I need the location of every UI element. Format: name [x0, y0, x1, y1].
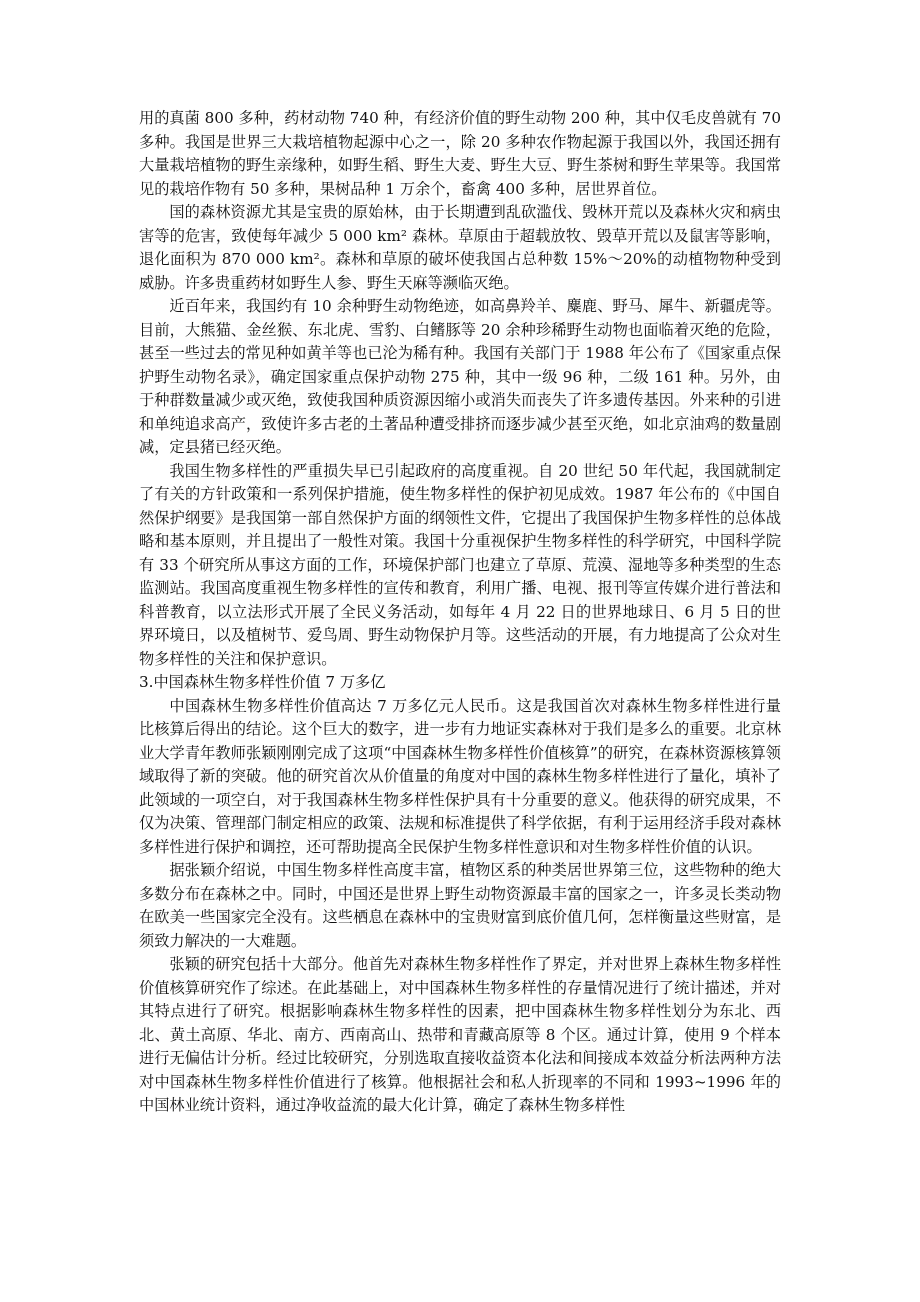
- paragraph-forest-grassland-loss: 国的森林资源尤其是宝贵的原始林，由于长期遭到乱砍滥伐、毁林开荒以及森林火灾和病虫害等的危害，致使每年减少 5 000 km² 森林。草原由于超载放牧、毁草开荒以及鼠害等影响，退化面积为 870 000 km²。森林和草原的破坏使我国占总种数 15%～20%的动植物物种受到威胁。许多贵重药材如野生人参、野生天麻等濒临灭绝。: [139, 203, 781, 292]
- paragraph-forest-value: 中国森林生物多样性价值高达 7 万多亿元人民币。这是我国首次对森林生物多样性进行量比核算后得出的结论。这个巨大的数字，进一步有力地证实森林对于我们是多么的重要。北京林业大学青年教师张颖刚刚完成了这项“中国森林生物多样性价值核算”的研究，在森林资源核算领域取得了新的突破。他的研究首次从价值量的角度对中国的森林生物多样性进行了量化，填补了此领域的一项空白，对于我国森林生物多样性保护具有十分重要的意义。他获得的研究成果，不仅为决策、管理部门制定相应的政策、法规和标准提供了科学依据，有利于运用经济手段对森林多样性进行保护和调控，还可帮助提高全民保护生物多样性意识和对生物多样性价值的认识。: [139, 696, 781, 856]
- paragraph-continuation: 用的真菌 800 多种，药材动物 740 种，有经济价值的野生动物 200 种，其中仅毛皮兽就有 70 多种。我国是世界三大栽培植物起源中心之一，除 20 多种农作物起源于我国以外，我国还拥有大量栽培植物的野生亲缘种，如野生稻、野生大麦、野生大豆、野生茶树和野生苹果等。我国常见的栽培作物有 50 多种，果树品种 1 万余个，畜禽 400 多种，居世界首位。: [139, 109, 781, 198]
- paragraph-extinct-wildlife: 近百年来，我国约有 10 余种野生动物绝迹，如高鼻羚羊、麋鹿、野马、犀牛、新疆虎等。目前，大熊猫、金丝猴、东北虎、雪豹、白鳍豚等 20 余种珍稀野生动物也面临着灭绝的危险，甚至一些过去的常见种如黄羊等也已沦为稀有种。我国有关部门于 1988 年公布了《国家重点保护野生动物名录》，确定国家重点保护动物 275 种，其中一级 96 种，二级 161 种。另外，由于种群数量减少或灭绝，致使我国种质资源因缩小或消失而丧失了许多遗传基因。外来种的引进和单纯追求高产，致使许多古老的土著品种遭受排挤而逐步减少甚至灭绝，如北京油鸡的数量剧减，定县猪已经灭绝。: [139, 297, 781, 456]
- section-heading: 3.中国森林生物多样性价值 7 万多亿: [139, 673, 386, 691]
- paragraph-research-parts: 张颖的研究包括十大部分。他首先对森林生物多样性作了界定，并对世界上森林生物多样性价值核算研究作了综述。在此基础上，对中国森林生物多样性的存量情况进行了统计描述，并对其特点进行了研究。根据影响森林生物多样性的因素，把中国森林生物多样性划分为东北、西北、黄土高原、华北、南方、西南高山、热带和青藏高原等 8 个区。通过计算，使用 9 个样本进行无偏估计分析。经过比较研究，分别选取直接收益资本化法和间接成本效益分析法两种方法对中国森林生物多样性价值进行了核算。他根据社会和私人折现率的不同和 1993~1996 年的中国林业统计资料，通过净收益流的最大化计算，确定了森林生物多样性: [139, 955, 781, 1114]
- paragraph-zhang-ying-intro: 据张颖介绍说，中国生物多样性高度丰富，植物区系的种类居世界第三位，这些物种的绝大多数分布在森林之中。同时，中国还是世界上野生动物资源最丰富的国家之一，许多灵长类动物在欧美一些国家完全没有。这些栖息在森林中的宝贵财富到底价值几何，怎样衡量这些财富，是须致力解决的一大难题。: [139, 861, 781, 950]
- paragraph-government-protection: 我国生物多样性的严重损失早已引起政府的高度重视。自 20 世纪 50 年代起，我国就制定了有关的方针政策和一系列保护措施，使生物多样性的保护初见成效。1987 年公布的《中国自然保护纲要》是我国第一部自然保护方面的纲领性文件，它提出了我国保护生物多样性的总体战略和基本原则，并且提出了一般性对策。我国十分重视保护生物多样性的科学研究，中国科学院有 33 个研究所从事这方面的工作，环境保护部门也建立了草原、荒漠、湿地等多种类型的生态监测站。我国高度重视生物多样性的宣传和教育，利用广播、电视、报刊等宣传媒介进行普法和科普教育，以立法形式开展了全民义务活动，如每年 4 月 22 日的世界地球日、6 月 5 日的世界环境日，以及植树节、爱鸟周、野生动物保护月等。这些活动的开展，有力地提高了公众对生物多样性的关注和保护意识。: [139, 461, 781, 668]
- document-page: [139, 107, 781, 1118]
